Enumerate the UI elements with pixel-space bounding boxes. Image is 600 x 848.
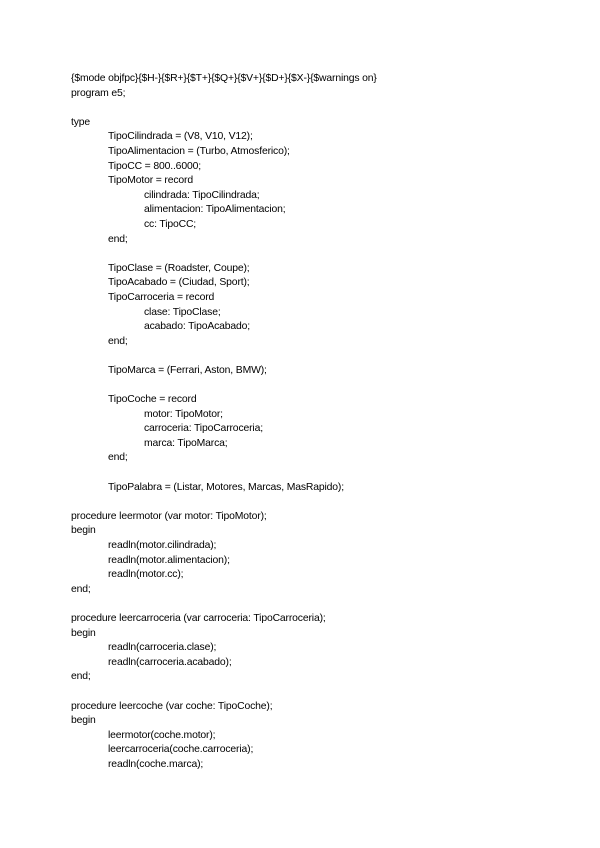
code-line: end; bbox=[108, 233, 128, 245]
code-line: TipoCilindrada = (V8, V10, V12); bbox=[108, 131, 253, 143]
blank-line bbox=[71, 378, 571, 393]
blank-line bbox=[71, 101, 571, 116]
code-line: TipoClase = (Roadster, Coupe); bbox=[108, 262, 250, 274]
code-line: readln(motor.cilindrada); bbox=[108, 540, 217, 551]
code-line: readln(motor.cc); bbox=[108, 569, 184, 581]
code-line: TipoAlimentacion = (Turbo, Atmosferico); bbox=[108, 145, 290, 157]
code-line: TipoAcabado = (Ciudad, Sport); bbox=[108, 277, 250, 289]
code-line: readln(carroceria.acabado); bbox=[108, 656, 232, 668]
blank-line bbox=[71, 685, 571, 700]
blank-line bbox=[71, 247, 571, 262]
code-line: readln(carroceria.clase); bbox=[108, 642, 217, 654]
blank-line bbox=[71, 597, 571, 612]
code-line: cilindrada: TipoCilindrada; bbox=[144, 189, 260, 201]
code-line: begin bbox=[71, 525, 96, 537]
code-line: leercarroceria(coche.carroceria); bbox=[108, 744, 254, 756]
code-line: end; bbox=[71, 671, 91, 683]
code-line: TipoCC = 800..6000; bbox=[108, 160, 201, 172]
code-line: program e5; bbox=[71, 87, 126, 99]
blank-line bbox=[71, 466, 571, 481]
code-line: acabado: TipoAcabado; bbox=[144, 321, 251, 333]
code-line: end; bbox=[71, 583, 91, 595]
code-line: leermotor(coche.motor); bbox=[108, 729, 216, 741]
source-code-listing bbox=[71, 72, 571, 773]
code-line: TipoMotor = record bbox=[108, 175, 193, 187]
code-line: readln(coche.marca); bbox=[108, 758, 204, 770]
code-line: procedure leercoche (var coche: TipoCoche); bbox=[71, 700, 273, 712]
code-line: alimentacion: TipoAlimentacion; bbox=[144, 204, 286, 216]
code-line: procedure leercarroceria (var carroceria: TipoCarroceria); bbox=[71, 612, 326, 624]
code-line: readln(motor.alimentacion); bbox=[108, 554, 230, 566]
blank-line bbox=[71, 495, 571, 510]
code-line: {$mode objfpc}{$H-}{$R+}{$T+}{$Q+}{$V+}{$D+}{$X-}{$warnings on} bbox=[71, 73, 377, 84]
code-line: TipoCarroceria = record bbox=[108, 291, 215, 303]
code-line: end; bbox=[108, 452, 128, 464]
code-line: begin bbox=[71, 627, 96, 639]
code-line: TipoCoche = record bbox=[108, 394, 197, 406]
code-line: type bbox=[71, 116, 91, 128]
code-line: TipoPalabra = (Listar, Motores, Marcas, MasRapido); bbox=[108, 481, 344, 493]
code-line: cc: TipoCC; bbox=[144, 218, 197, 230]
code-line: TipoMarca = (Ferrari, Aston, BMW); bbox=[108, 364, 267, 376]
code-line: carroceria: TipoCarroceria; bbox=[144, 423, 263, 435]
code-line: end; bbox=[108, 335, 128, 347]
code-line: motor: TipoMotor; bbox=[144, 408, 223, 420]
code-line: begin bbox=[71, 715, 96, 727]
code-line: marca: TipoMarca; bbox=[144, 437, 228, 449]
blank-line bbox=[71, 349, 571, 364]
code-line: clase: TipoClase; bbox=[144, 306, 221, 318]
code-line: procedure leermotor (var motor: TipoMotor); bbox=[71, 510, 267, 522]
